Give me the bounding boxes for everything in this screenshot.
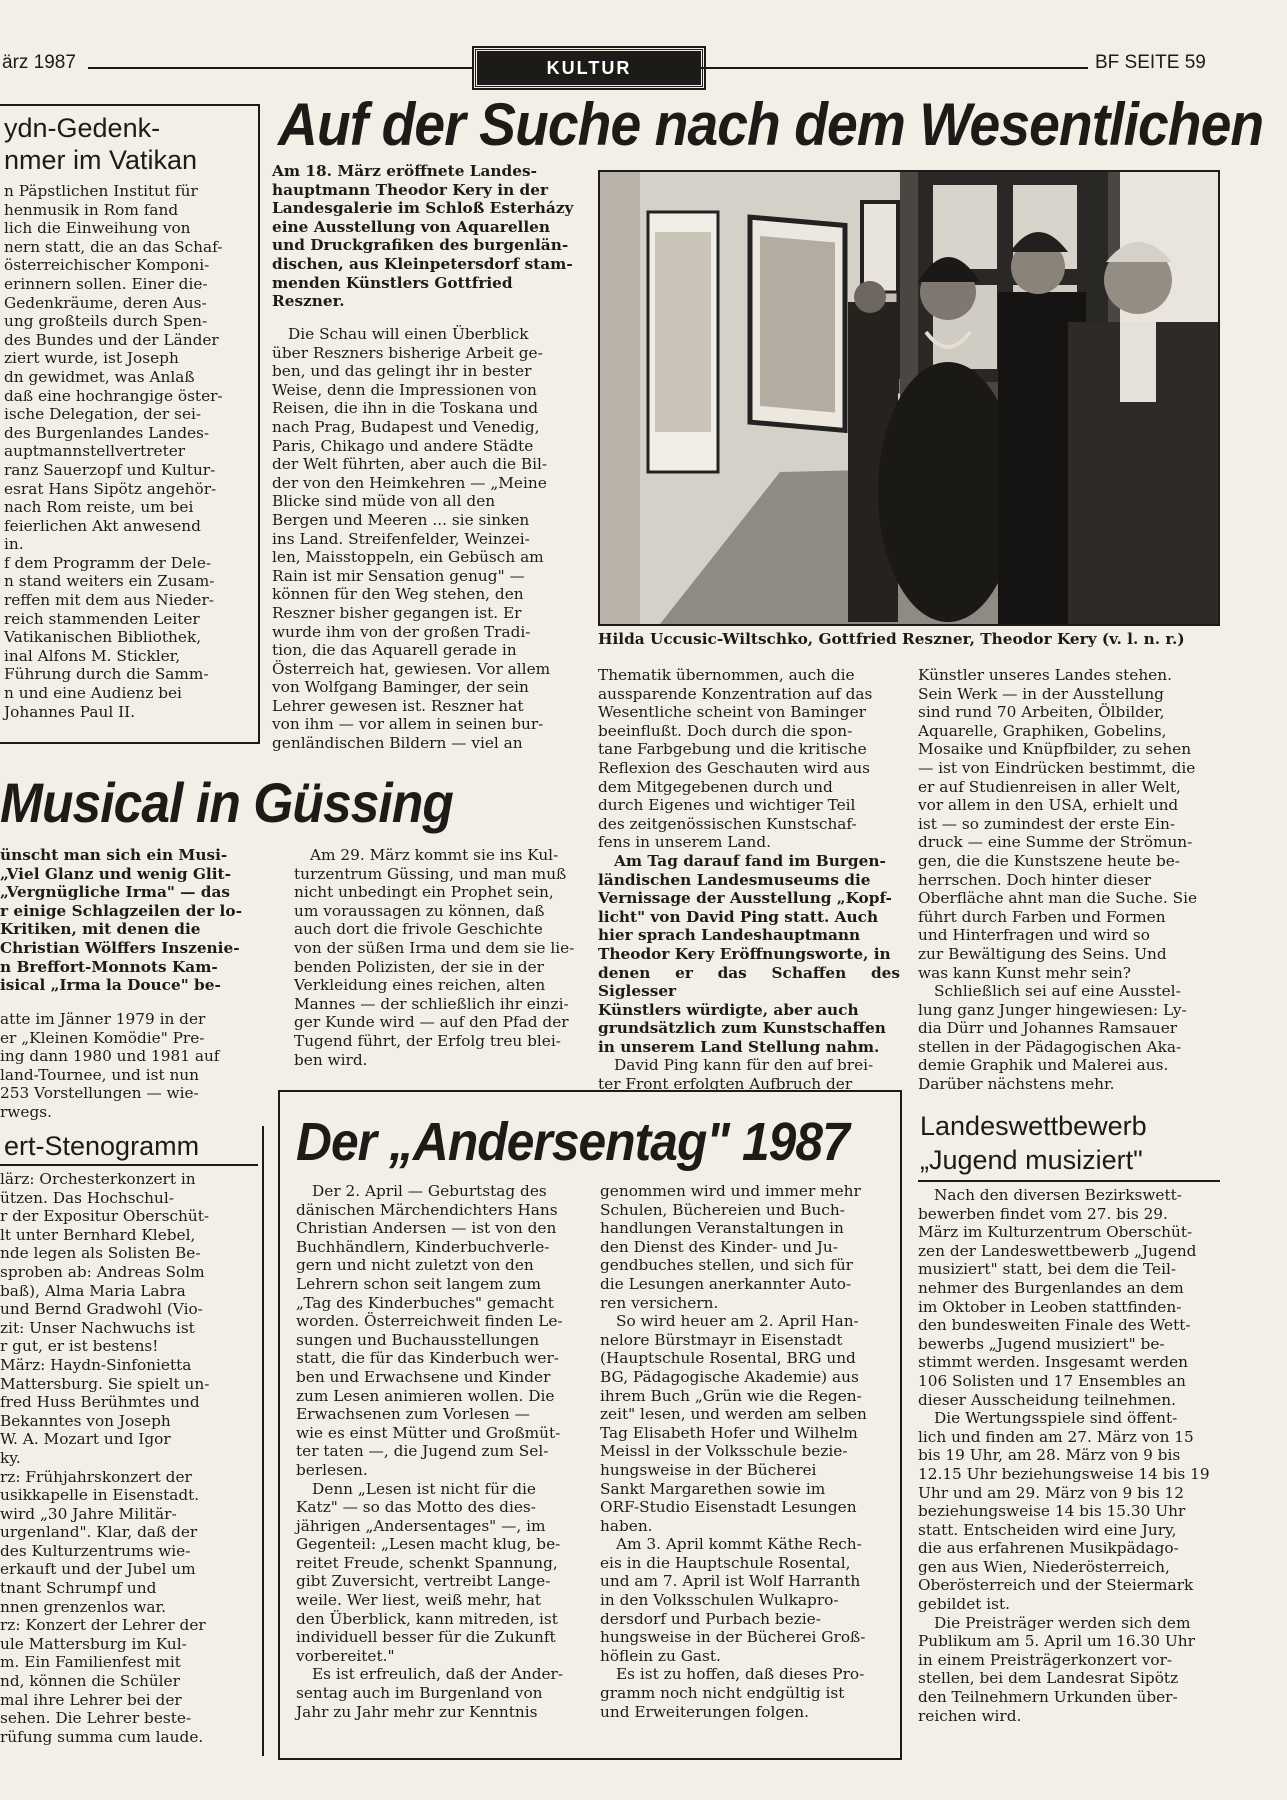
paragraph: genommen wird und immer mehr Schulen, Büchereien und Buch- handlungen Veranstaltungen in den Dienst des Kinder- und Ju- gendbuches stellen, und sich für die Lesungen anerkannter Auto- ren versichern. (600, 1182, 861, 1312)
issue-date: ärz 1987 (2, 52, 76, 73)
main-column-1 (272, 325, 578, 753)
lead-paragraph: Am 18. März eröffnete Landes- hauptmann Theodor Kery in der Landesgalerie im Schloß Esterházy eine Ausstellung von Aquarellen und Druckgrafiken des burgenlän- dischen, aus Kleinpetersdorf stam- menden Künstlers Gottfried Reszner. (272, 162, 574, 311)
wettbewerb-body (918, 1186, 1220, 1725)
paragraph: Am Tag darauf fand im Burgen- ländischen Landesmuseums die Vernissage der Ausstellung „Kopf- licht" von David Ping statt. Auch hier sprach Landeshauptmann Theodor Kery Eröffnungsworte, in denen er das Schaffen des Siglesser Künstlers würdigte, aber auch grundsätzlich zum Kunstschaffen in unserem Land Stellung nahm. (598, 851, 900, 1056)
paragraph: Die Preisträger werden sich dem Publikum am 5. April um 16.30 Uhr in einem Preisträgerkonzert vor- stellen, bei dem Landesrat Sipötz den Teilnehmern Urkunden über- reichen wird. (918, 1613, 1195, 1725)
konzert-entry: rz: Frühjahrskonzert der usikkapelle in Eisenstadt. wird „30 Jahre Militär- urgenland". Klar, daß der des Kulturzentrums wie- erkauft und der Jubel um tnant Schrumpf und nnen grenzenlos war. (0, 1467, 200, 1616)
paragraph: Es ist erfreulich, daß der Ander- sentag auch im Burgenland von Jahr zu Jahr mehr zur Kenntnis (296, 1665, 564, 1721)
musical-headline (0, 770, 453, 836)
andersentag-column-2 (600, 1182, 886, 1721)
konzert-rule (0, 1164, 258, 1166)
main-lead (272, 162, 578, 311)
paragraph: Die Wertungsspiele sind öffent- lich und finden am 27. März von 15 bis 19 Uhr, am 28. März von 9 bis 12.15 Uhr beziehungsweise 14 bis 19 Uhr und am 29. März von 9 bis 12 beziehungsweise 14 bis 15.30 Uhr statt. Entscheiden wird eine Jury, die aus erfahrenen Musikpädago- gen aus Wien, Niederösterreich, Oberösterreich und der Steiermark gebildet ist. (918, 1409, 1210, 1614)
paragraph: Die Schau will einen Überblick über Reszners bisherige Arbeit ge- ben, und das gelingt ihr in bester Weise, denn die Impressionen von Reisen, die ihn in die Toskana und nach Prag, Budapest und Venedig, Paris, Chikago und andere Städte der Welt führten, aber auch die Bil- der von den Heimkehren — „Meine Blicke sind müde von all den Bergen und Meeren ... sie sinken ins Land. Streifenfelder, Weinzei- len, Maisstoppeln, ein Gebüsch am Rain ist mir Sensation genug" — können für den Weg stehen, den Reszner bisher gegangen ist. Er wurde ihm von der großen Tradi- tion, die das Aquarell gerade in Österreich hat, gewiesen. Vor allem von Wolfgang Baminger, der sein Lehrer gewesen ist. Reszner hat von ihm — vor allem in seinen bur- genländischen Bildern — viel an (272, 325, 551, 753)
haydn-body (4, 182, 244, 721)
konzert-entry: lärz: Orchesterkonzert in ützen. Das Hochschul- r der Expositur Oberschüt- lt unter Bernhard Klebel, nde legen als Solisten Be- sproben ab: Andreas Solm baß), Alma Maria Labra und Bernd Gradwohl (Vio- zit: Unser Nachwuchs ist r gut, er ist bestens! (0, 1170, 210, 1356)
paragraph: Es ist zu hoffen, daß dieses Pro- gramm noch nicht endgültig ist und Erweiterungen folgen. (600, 1665, 865, 1721)
paragraph: Thematik übernommen, auch die aussparende Konzentration auf das Wesentliche scheint von Baminger beeinflußt. Doch durch die spon- tane Farbgebung und die kritische Reflexion des Geschauten wird aus dem Mitgegebenen durch und durch Eigenes und wichtiger Teil des zeitgenössischen Kunstschaf- fens in unserem Land. (598, 666, 873, 852)
paragraph: Am 3. April kommt Käthe Rech- eis in die Hauptschule Rosental, und am 7. April ist Wolf Harranth in den Volksschulen Wulkapro- dersdorf und Purbach bezie- hungsweise in der Bücherei Groß- höflein zu Gast. (600, 1535, 866, 1665)
page-number: BF SEITE 59 (1095, 52, 1206, 73)
konzert-entry: rz: Konzert der Lehrer der ule Mattersburg im Kul- m. Ein Familienfest mit nd, können die Schüler mal ihre Lehrer bei der sehen. Die Lehrer beste- rüfung summa cum laude. (0, 1616, 206, 1746)
haydn-title-line-2: nmer im Vatikan (4, 145, 198, 175)
musical-column-1 (0, 1010, 258, 1122)
main-headline: Auf der Suche nach dem Wesentlichen (278, 91, 1264, 158)
paragraph: Denn „Lesen ist nicht für die Katz" — so das Motto des dies- jährigen „Andersentages" —, im Gegenteil: „Lesen macht klug, be- reitet Freude, schenkt Spannung, gibt Zuversicht, vertreibt Lange- weile. Wer liest, weiß mehr, hat den Überblick, kann mitreden, ist individuell besser für die Zukunft vorbereitet." (296, 1479, 561, 1665)
paragraph: f dem Programm der Dele- n stand weiters ein Zusam- reffen mit dem aus Nieder- reich stammenden Leiter Vatikanischen Bibliothek, inal Alfons M. Stickler, Führung durch die Samm- n und eine Audienz bei Johannes Paul II. (4, 553, 215, 721)
header-rule-right (700, 67, 1088, 69)
paragraph: Künstler unseres Landes stehen. Sein Werk — in der Ausstellung sind rund 70 Arbeiten, Ölbilder, Aquarelle, Graphiken, Gobelins, Mosaike und Knüpfbilder, zu sehen — ist von Eindrücken bestimmt, die er auf Studienreisen in aller Welt, vor allem in den USA, erhielt und ist — so zumindest der erste Ein- druck — eine Summe der Strömun- gen, die die Kunstszene heute be- herrschen. Doch hinter dieser Oberfläche ahnt man die Suche. Sie führt durch Farben und Formen und Hinterfragen und wird so zur Bewältigung des Seins. Und was kann Kunst mehr sein? (918, 666, 1198, 982)
section-label: KULTUR (474, 48, 704, 88)
konzert-title: ert-Stenogramm (4, 1131, 200, 1161)
header-rule-left (88, 67, 474, 69)
paragraph: So wird heuer am 2. April Han- nelore Bürstmayr in Eisenstadt (Hauptschule Rosental, BRG und BG, Pädagogische Akademie) aus ihrem Buch „Grün wie die Regen- zeit" lesen, und werden am selben Tag Elisabeth Hofer und Wilhelm Meissl in der Volksschule bezie- hungsweise in der Bücherei Sankt Margarethen sowie im ORF-Studio Eisenstadt Lesungen haben. (600, 1312, 867, 1535)
wettbewerb-title-line-1: Landeswettbewerb (920, 1111, 1147, 1141)
musical-title: Musical in Güssing (0, 771, 453, 834)
musical-lead (0, 846, 258, 995)
paragraph: Der 2. April — Geburtstag des dänischen Märchendichters Hans Christian Andersen — ist von den Buchhändlern, Kinderbuchverle- gern und nicht zuletzt von den Lehrern schon seit langem zum „Tag des Kinderbuches" gemacht worden. Österreichweit finden Le- sungen und Buchausstellungen statt, die für das Kinderbuch wer- ben und Erwachsene und Kinder zum Lesen animieren wollen. Die Erwachsenen zum Vorlesen — wie es einst Mütter und Großmüt- ter taten —, die Jugend zum Sel- berlesen. (296, 1182, 563, 1479)
paragraph: atte im Jänner 1979 in der er „Kleinen Komödie" Pre- ing dann 1980 und 1981 auf land-Tournee, und ist nun 253 Vorstellungen — wie- rwegs. (0, 1010, 220, 1121)
andersentag-headline: Der „Andersentag" 1987 (296, 1112, 849, 1172)
wettbewerb-title-line-2: „Jugend musiziert" (920, 1145, 1143, 1175)
andersentag-column-1 (296, 1182, 580, 1721)
photo-caption: Hilda Uccusic-Wiltschko, Gottfried Reszner, Theodor Kery (v. l. n. r.) (598, 630, 1185, 648)
paragraph: Am 29. März kommt sie ins Kul- turzentrum Güssing, und man muß nicht unbedingt ein Prophet sein, um voraussagen zu können, daß auch dort die frivole Geschichte von der süßen Irma und dem sie lie- benden Polizisten, der sie in der Verkleidung eines reichen, alten Mannes — der schließlich ihr einzi- ger Kunde wird — auf den Pfad der Tugend führt, der Erfolg treu blei- ben wird. (294, 846, 575, 1069)
paragraph: n Päpstlichen Institut für henmusik in Rom fand lich die Einweihung von nern statt, die an das Schaf- österreichischer Komponi- erinnern sollen. Einer die- Gedenkräume, deren Aus- ung großteils durch Spen- des Bundes und der Länder ziert wurde, ist Joseph dn gewidmet, was Anlaß daß eine hochrangige öster- ische Delegation, der sei- des Burgenlandes Landes- auptmannstellvertreter ranz Sauerzopf und Kultur- esrat Hans Sipötz angehör- nach Rom reiste, um bei feierlichen Akt anwesend in. (4, 182, 223, 554)
photo-illustration (600, 172, 1218, 624)
haydn-title-line-1: ydn-Gedenk- (4, 113, 161, 143)
main-column-2 (598, 666, 900, 1094)
exhibition-photo (598, 170, 1220, 626)
konzert-box-edge (262, 1126, 264, 1756)
musical-column-2 (294, 846, 580, 1069)
paragraph: David Ping kann für den auf brei- ter Front erfolgten Aufbruch der (598, 1056, 874, 1094)
haydn-article (0, 112, 246, 734)
paragraph: Schließlich sei auf eine Ausstel- lung ganz Junger hingewiesen: Ly- dia Dürr und Johannes Ramsauer stellen in der Pädagogischen Aka- demie Graphik und Malerei aus. Darüber nächstens mehr. (918, 982, 1187, 1094)
main-column-3 (918, 666, 1220, 1094)
paragraph: Nach den diversen Bezirkswett- bewerben findet vom 27. bis 29. März im Kulturzentrum Oberschüt- zen der Landeswettbewerb „Jugend musiziert" statt, bei dem die Teil- nehmer des Burgenlandes an dem im Oktober in Leoben stattfinden- den bundesweiten Finale des Wett- bewerbs „Jugend musiziert" be- stimmt werden. Insgesamt werden 106 Solisten und 17 Ensembles an dieser Ausscheidung teilnehmen. (918, 1186, 1197, 1409)
konzert-entry: März: Haydn-Sinfonietta Mattersburg. Sie spielt un- fred Huss Berühmtes und Bekanntes von Joseph W. A. Mozart und Igor ky. (0, 1355, 210, 1467)
wettbewerb-rule (918, 1180, 1220, 1182)
konzert-body (0, 1170, 258, 1752)
lead-paragraph: ünscht man sich ein Musi- „Viel Glanz und wenig Glit- „Vergnügliche Irma" — das r einige Schlagzeilen der lo- Kritiken, mit denen die Christian Wölffers Inszenie- n Breffort-Monnots Kam- isical „Irma la Douce" be- (0, 846, 242, 995)
